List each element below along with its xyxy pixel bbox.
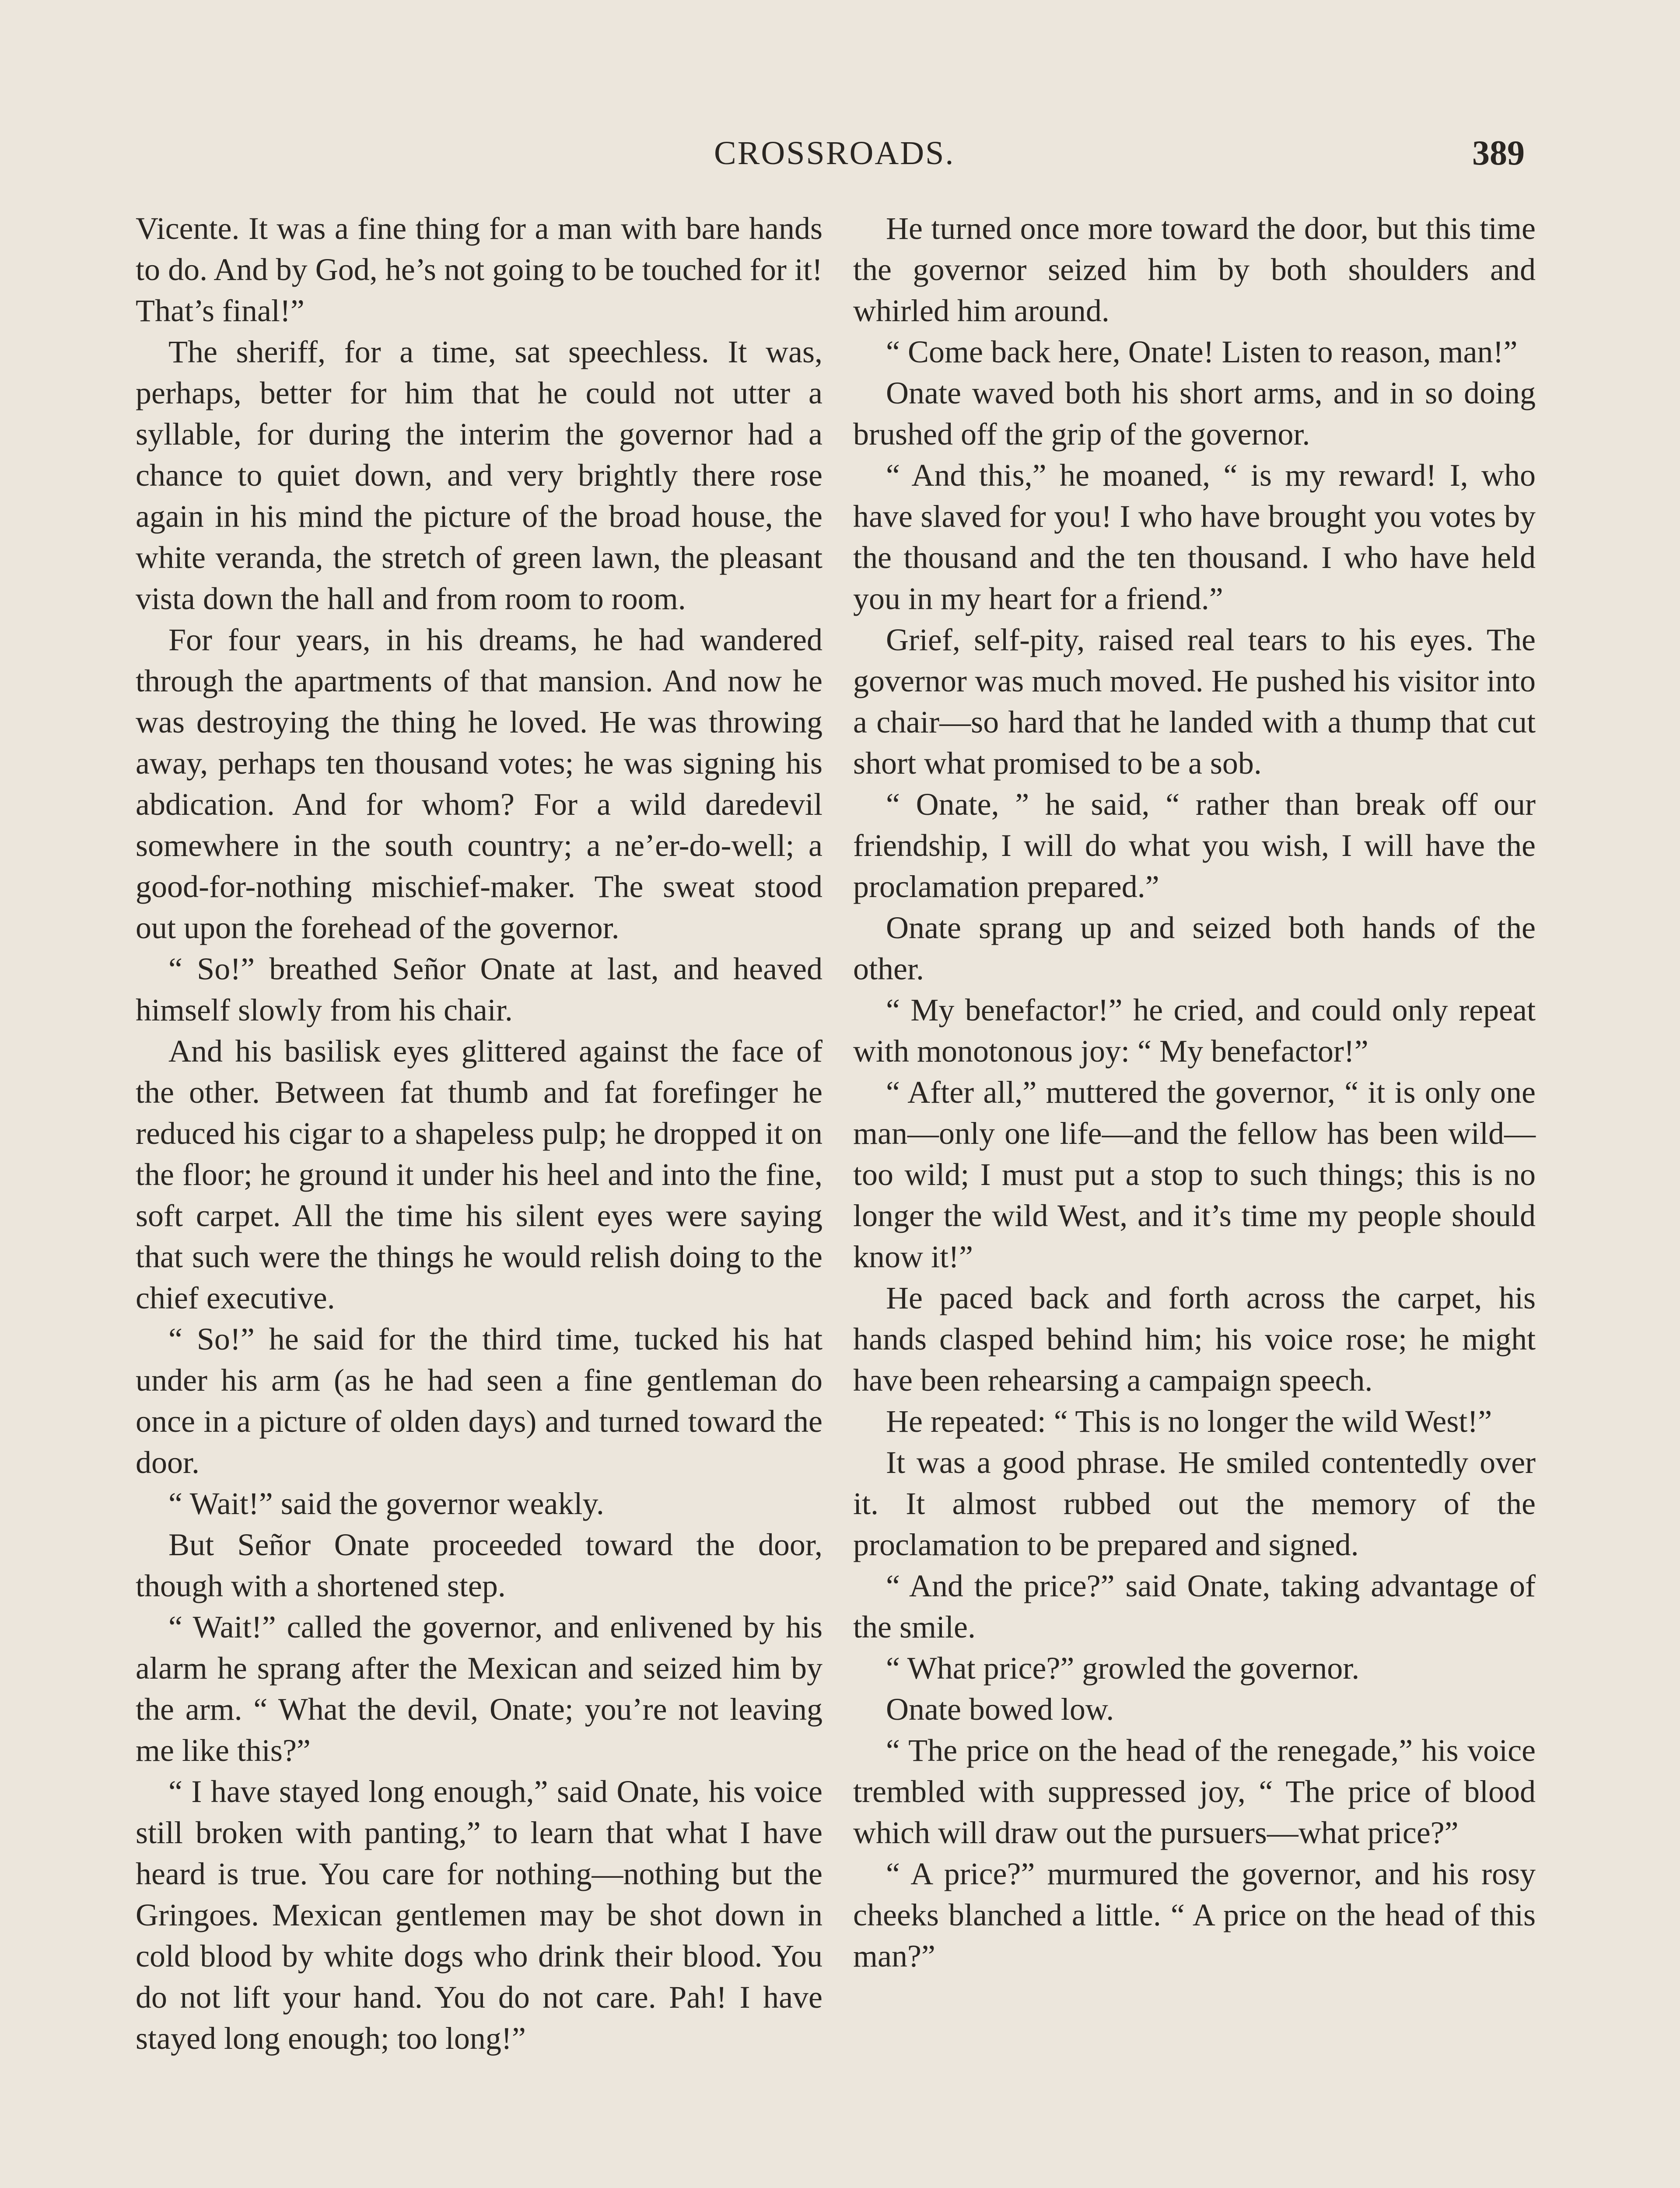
paragraph: Vicente. It was a fine thing for a man with bare hands to do. And by God, he’s not going to be touched for it! That’s final!” [136,211,822,328]
paragraph: He paced back and forth across the carpet, his hands clasped behind him; his voice rose; he might have been rehearsing a campaign speech. [853,1280,1536,1398]
paragraph: “ Wait!” said the governor weakly. [168,1486,604,1521]
paragraph: But Señor Onate proceeded toward the door, though with a shortened step. [136,1527,822,1603]
paragraph: “ I have stayed long enough,” said Onate, his voice still broken with panting,” to learn that what I have heard is true. You care for nothing—nothing but the Gringoes. Mexican gentlemen may be shot down in cold blood by white dogs who drink their blood. You do not lift your hand. You do not care. Pah! I have stayed long enough; too long!” [136,1774,822,2056]
paragraph: He repeated: “ This is no longer the wild West!” [886,1404,1492,1439]
paragraph: “ What price?” growled the governor. [886,1651,1360,1686]
paragraph: And his basilisk eyes glittered against the face of the other. Between fat thumb and fat forefinger he reduced his cigar to a shapeless pulp; he dropped it on the floor; he ground it under his heel and into the fine, soft carpet. All the time his silent eyes were saying that such were the things he would relish doing to the chief executive. [136,1034,822,1315]
paragraph: “ And this,” he moaned, “ is my reward! I, who have slaved for you! I who have brought you votes by the thousand and the ten thousand. I who have held you in my heart for a friend.” [853,458,1536,616]
paragraph: Onate waved both his short arms, and in so doing brushed off the grip of the governor. [853,375,1536,452]
page-number: 389 [1472,134,1525,172]
paragraph: The sheriff, for a time, sat speechless. It was, perhaps, better for him that he could not utter a syllable, for during the interim the governor had a chance to quiet down, and very brightly there rose again in his mind the picture of the broad house, the white veranda, the stretch of green lawn, the pleasant vista down the hall and from room to room. [136,334,822,616]
paragraph: For four years, in his dreams, he had wandered through the apartments of that mansion. And now he was destroying the thing he loved. He was throwing away, perhaps ten thousand votes; he was signing his abdication. And for whom? For a wild daredevil somewhere in the south country; a ne’er-do-well; a good-for-nothing mischief-maker. The sweat stood out upon the forehead of the governor. [136,622,822,945]
paragraph: Grief, self-pity, raised real tears to his eyes. The governor was much moved. He pushed his visitor into a chair—so hard that he landed with a thump that cut short what promised to be a sob. [853,622,1536,781]
paragraph: “ A price?” murmured the governor, and his rosy cheeks blanched a little. “ A price on the head of this man?” [853,1856,1536,1974]
paragraph: “ My benefactor!” he cried, and could only repeat with monotonous joy: “ My benefactor!” [853,992,1536,1069]
paragraph: “ The price on the head of the renegade,” his voice trembled with suppressed joy, “ The price of blood which will draw out the pursuers—what price?” [853,1733,1536,1850]
left-column [136,208,822,2059]
paragraph: Onate sprang up and seized both hands of the other. [853,910,1536,986]
paragraph: “ So!” breathed Señor Onate at last, and heaved himself slowly from his chair. [136,951,822,1027]
running-title: CROSSROADS. [714,135,955,172]
right-column [853,208,1536,1977]
paragraph: “ So!” he said for the third time, tucked his hat under his arm (as he had seen a fine gentleman do once in a picture of olden days) and turned toward the door. [136,1322,822,1480]
paragraph: He turned once more toward the door, but this time the governor seized him by both shoulders and whirled him around. [853,211,1536,328]
paragraph: It was a good phrase. He smiled contentedly over it. It almost rubbed out the memory of the proclamation to be prepared and signed. [853,1445,1536,1562]
paragraph: “ Wait!” called the governor, and enlivened by his alarm he sprang after the Mexican and seized him by the arm. “ What the devil, Onate; you’re not leaving me like this?” [136,1609,822,1768]
paragraph: “ Come back here, Onate! Listen to reason, man!” [886,334,1518,369]
paragraph: “ Onate, ” he said, “ rather than break off our friendship, I will do what you wish, I will have the proclamation prepared.” [853,787,1536,904]
paragraph: Onate bowed low. [886,1692,1114,1727]
paragraph: “ And the price?” said Onate, taking advantage of the smile. [853,1568,1536,1645]
page-header [0,131,1680,179]
paragraph: “ After all,” muttered the governor, “ it is only one man—only one life—and the fellow has been wild—too wild; I must put a stop to such things; this is no longer the wild West, and it’s time my people should know it!” [853,1075,1536,1274]
